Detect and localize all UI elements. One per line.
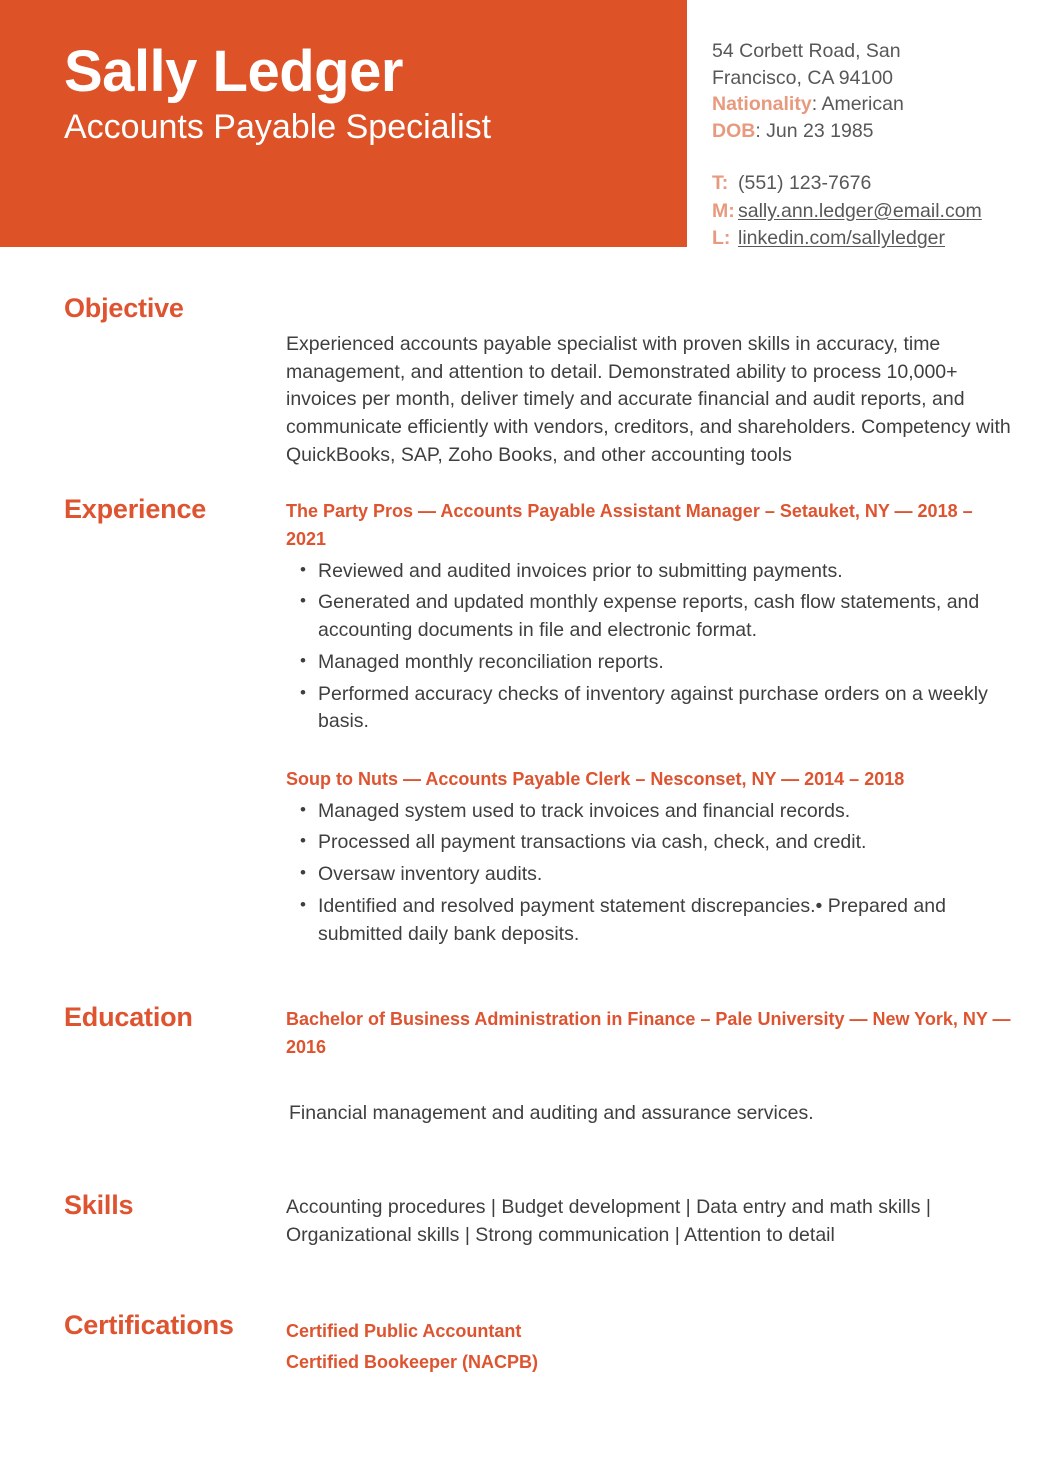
dob-value: : Jun 23 1985 (755, 119, 874, 142)
list-item: • Performed accuracy checks of inventory against purchase orders on a weekly basis. (286, 681, 1016, 736)
experience-entry (286, 498, 1016, 736)
degree-note: Financial management and auditing and assurance services. (289, 1101, 814, 1124)
name-title-group (64, 39, 664, 147)
job-bullets (286, 798, 1016, 948)
objective-paragraph: Experienced accounts payable specialist with proven skills in accuracy, time management, and attention to detail. Demonstrated ability to process 10,000+ invoices per month, deliver timely and accurate financial and audit reports, and communicate efficiently with vendors, creditors, and shareholders. Competency with QuickBooks, SAP, Zoho Books, and other accounting tools (286, 333, 1011, 466)
email-row[interactable] (712, 198, 1032, 226)
linkedin-row[interactable] (712, 225, 1032, 253)
nationality-value: : American (811, 93, 904, 116)
section-body-certifications (286, 1316, 1016, 1378)
dob-label: DOB (712, 119, 756, 142)
skills-list: Accounting procedures | Budget development | Data entry and math skills | Organizational skills | Strong communication | Attention to detail (286, 1196, 931, 1246)
email-label: M: (712, 199, 735, 222)
contact-rows (712, 170, 1032, 253)
address-line-1: 54 Corbett Road, San (712, 40, 901, 62)
degree-title: Bachelor of Business Administration in Finance – Pale University — New York, NY — 2016 (286, 1009, 1011, 1057)
email-link[interactable]: sally.ann.ledger@email.com (738, 199, 982, 222)
job-bullets (286, 558, 1016, 736)
phone-value: (551) 123-7676 (738, 172, 872, 195)
list-item: • Generated and updated monthly expense reports, cash flow statements, and accounting documents in file and electronic format. (286, 589, 1016, 644)
section-body-skills (286, 1194, 1016, 1249)
linkedin-link[interactable]: linkedin.com/sallyledger (738, 227, 946, 250)
nationality-row (712, 91, 1032, 118)
degree-note-wrap (286, 1100, 1016, 1128)
section-heading-objective: Objective (64, 293, 184, 323)
experience-entry (286, 766, 1016, 948)
section-heading-certifications: Certifications (64, 1310, 234, 1340)
page-title: Sally Ledger (64, 39, 403, 104)
phone-row (712, 170, 1032, 198)
linkedin-label: L: (712, 227, 731, 250)
section-body-experience (286, 498, 1016, 952)
nationality-label: Nationality (712, 93, 812, 116)
list-item: • Identified and resolved payment statement discrepancies.• Prepared and submitted daily bank deposits. (286, 893, 1016, 948)
job-title: Soup to Nuts — Accounts Payable Clerk – Nesconset, NY — 2014 – 2018 (286, 768, 905, 789)
phone-label: T: (712, 172, 729, 195)
section-heading-skills: Skills (64, 1190, 134, 1220)
certification-item: Certified Public Accountant (286, 1321, 522, 1341)
list-item: • Processed all payment transactions via cash, check, and credit. (286, 829, 1016, 857)
list-item: • Managed monthly reconciliation reports. (286, 649, 1016, 677)
job-title: The Party Pros — Accounts Payable Assistant Manager – Setauket, NY — 2018 – 2021 (286, 501, 973, 549)
list-item: • Oversaw inventory audits. (286, 861, 1016, 889)
section-body-objective (286, 331, 1016, 469)
section-heading-education: Education (64, 1002, 193, 1032)
address-line-2: Francisco, CA 94100 (712, 66, 894, 89)
section-heading-experience: Experience (64, 494, 207, 524)
contact-block (712, 38, 1032, 253)
list-item: • Reviewed and audited invoices prior to submitting payments. (286, 558, 1016, 586)
candidate-role: Accounts Payable Specialist (64, 108, 492, 147)
list-item: • Managed system used to track invoices and financial records. (286, 798, 1016, 826)
certification-item: Certified Bookeeper (NACPB) (286, 1351, 539, 1372)
dob-row (712, 118, 1032, 145)
section-body-education (286, 1006, 1016, 1127)
